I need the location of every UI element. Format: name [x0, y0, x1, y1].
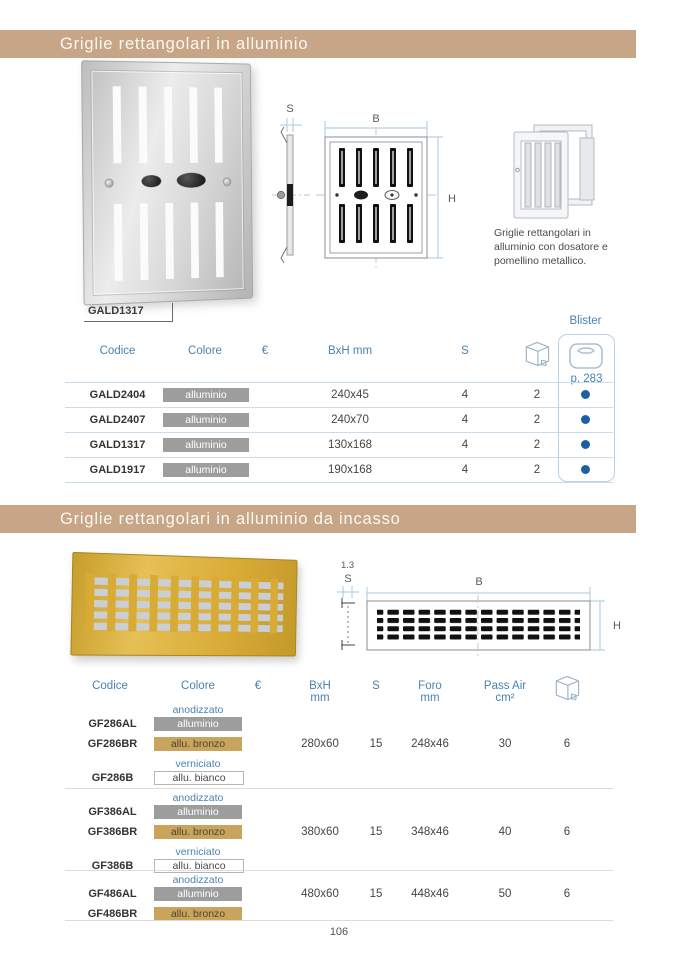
cell-colore — [161, 383, 251, 407]
color-swatch: alluminio — [154, 887, 242, 901]
group-separator — [65, 870, 613, 871]
dim-label-h2: H — [613, 620, 621, 632]
blister-page-ref: p. 283 — [570, 373, 603, 385]
section1-caption — [494, 227, 616, 269]
cell-qty: 6 — [563, 888, 571, 900]
color-swatch: alluminio — [154, 717, 242, 731]
table-row — [0, 716, 678, 732]
t1-header-codice: Codice — [99, 345, 136, 357]
table-row — [65, 457, 613, 483]
cell-passair: 30 — [498, 738, 512, 750]
carton-box-icon — [521, 338, 553, 370]
cell-bxh: 480x60 — [301, 888, 339, 900]
cell-qty: 6 — [563, 826, 571, 838]
cell-codice: GF286AL — [88, 718, 137, 730]
cell-passair: 40 — [498, 826, 512, 838]
gold-grille-slots — [85, 573, 283, 633]
table2-group-486 — [0, 874, 678, 920]
blister-dot — [581, 465, 590, 474]
t2-header-codice: Codice — [92, 680, 128, 692]
table-row — [65, 432, 613, 457]
grille-slots-top — [113, 86, 223, 163]
table1 — [65, 382, 613, 483]
color-swatch: alluminio — [163, 413, 249, 427]
cell-qty: 2 — [533, 464, 541, 476]
cell-codice: GALD1317 — [89, 439, 146, 451]
color-swatch: alluminio — [163, 438, 249, 452]
cell-s: 4 — [461, 464, 469, 476]
dim-label-b: B — [372, 113, 380, 125]
blister-column-label: Blister — [569, 315, 602, 327]
table-row — [65, 407, 613, 432]
cell-bxh: 240x70 — [331, 414, 369, 426]
finish-label-anodizzato: anodizzato — [172, 704, 224, 716]
t2-header-bxh-line2: mm — [310, 692, 330, 704]
cell-codice: GF286B — [91, 772, 134, 784]
color-swatch: alluminio — [163, 463, 249, 477]
t2-header-bxh — [285, 680, 355, 704]
cell-codice: GF386AL — [88, 806, 137, 818]
dim-label-s: S — [286, 103, 294, 115]
cell-s: 4 — [461, 414, 469, 426]
table-row — [0, 886, 678, 902]
cell-blister — [558, 458, 613, 482]
section1-title-band — [0, 30, 636, 58]
t1-header-bxh: BxH mm — [327, 345, 373, 357]
t1-header-euro: € — [261, 345, 269, 357]
finish-label-verniciato: verniciato — [175, 758, 221, 770]
footer-separator — [65, 920, 613, 921]
gold-grille-photo — [70, 552, 297, 657]
table2-group-286 — [0, 704, 678, 784]
table-row — [0, 804, 678, 820]
cell-qty: 2 — [533, 439, 541, 451]
dim-label-b2: B — [475, 576, 483, 588]
cell-bxh: 130x168 — [327, 439, 373, 451]
color-swatch: allu. bianco — [154, 771, 244, 785]
cell-foro: 348x46 — [411, 826, 449, 838]
cell-s: 15 — [369, 826, 383, 838]
section2-title: Griglie rettangolari in alluminio da incasso — [60, 510, 401, 528]
technical-drawing-grille — [268, 95, 480, 277]
color-swatch: allu. bronzo — [154, 907, 242, 921]
cell-bxh: 240x45 — [331, 389, 369, 401]
cell-blister — [558, 408, 613, 432]
color-swatch: alluminio — [163, 388, 249, 402]
group-separator — [65, 788, 613, 789]
blister-dot — [581, 440, 590, 449]
t2-header-passair-line1: Pass Air — [483, 680, 527, 692]
cell-codice: GALD2404 — [89, 389, 146, 401]
color-swatch: allu. bronzo — [154, 825, 242, 839]
cell-foro: 448x46 — [411, 888, 449, 900]
color-swatch: allu. bronzo — [154, 737, 242, 751]
cell-s: 15 — [369, 888, 383, 900]
cell-s: 4 — [461, 439, 469, 451]
color-swatch: alluminio — [154, 805, 242, 819]
t1-header-colore: Colore — [188, 345, 222, 357]
t2-header-bxh-line1: BxH — [309, 680, 331, 692]
t2-header-foro-line2: mm — [420, 692, 440, 704]
cell-codice: GF386BR — [87, 826, 138, 838]
finish-label-anodizzato: anodizzato — [172, 874, 224, 886]
t2-header-foro-line1: Foro — [418, 680, 442, 692]
grille-dosatore-render — [504, 122, 600, 224]
screw-hole-right — [223, 177, 232, 186]
blister-pack-icon — [568, 342, 604, 370]
cell-qty: 6 — [563, 738, 571, 750]
cell-qty: 2 — [533, 414, 541, 426]
cell-s: 15 — [369, 738, 383, 750]
cell-blister — [558, 433, 613, 457]
cell-foro: 248x46 — [411, 738, 449, 750]
color-swatch: allu. bianco — [154, 859, 244, 873]
cell-codice: GF486AL — [88, 888, 137, 900]
photo-label — [84, 303, 173, 322]
blister-dot — [581, 390, 590, 399]
dim-label-s2: S — [344, 573, 352, 585]
cell-bxh: 190x168 — [327, 464, 373, 476]
cell-colore — [161, 458, 251, 482]
table2-group-386 — [0, 792, 678, 872]
t2-header-foro — [395, 680, 465, 704]
cell-codice: GF386B — [91, 860, 134, 872]
caption-text: Griglie rettangolari in alluminio con dosatore e pomellino metallico. — [494, 227, 608, 267]
screw-hole-left — [105, 179, 114, 188]
section2-title-band — [0, 505, 636, 533]
t2-header-passair — [470, 680, 540, 704]
table-row — [0, 736, 678, 752]
dim-label-h: H — [448, 193, 456, 205]
cell-codice: GALD1917 — [89, 464, 146, 476]
finish-label-verniciato: verniciato — [175, 846, 221, 858]
cell-colore — [161, 408, 251, 432]
grille-slots-bottom — [114, 202, 224, 281]
t2-header-s: S — [372, 680, 380, 692]
table-row — [0, 770, 678, 786]
table-row — [65, 382, 613, 407]
t1-header-s: S — [461, 345, 469, 357]
photo-label-text: GALD1317 — [88, 305, 144, 317]
t2-header-euro: € — [254, 680, 262, 692]
cell-bxh: 380x60 — [301, 826, 339, 838]
finish-label-anodizzato: anodizzato — [172, 792, 224, 804]
section1-title: Griglie rettangolari in alluminio — [60, 35, 309, 53]
dim-label-thickness: 1.3 — [341, 560, 355, 571]
cell-passair: 50 — [498, 888, 512, 900]
page-number: 106 — [329, 926, 349, 938]
cell-codice: GF486BR — [87, 908, 138, 920]
cell-bxh: 280x60 — [301, 738, 339, 750]
blister-dot — [581, 415, 590, 424]
technical-drawing-incasso — [325, 552, 645, 662]
cell-codice: GALD2407 — [89, 414, 146, 426]
table-row — [0, 858, 678, 874]
cell-qty: 2 — [533, 389, 541, 401]
aluminium-grille-photo — [81, 60, 253, 305]
t2-header-passair-line2: cm² — [495, 692, 515, 704]
carton-box-icon — [551, 672, 583, 704]
cell-colore — [161, 433, 251, 457]
cell-blister — [558, 383, 613, 407]
table-row — [0, 824, 678, 840]
cell-codice: GF286BR — [87, 738, 138, 750]
t2-header-colore: Colore — [181, 680, 215, 692]
cell-s: 4 — [461, 389, 469, 401]
